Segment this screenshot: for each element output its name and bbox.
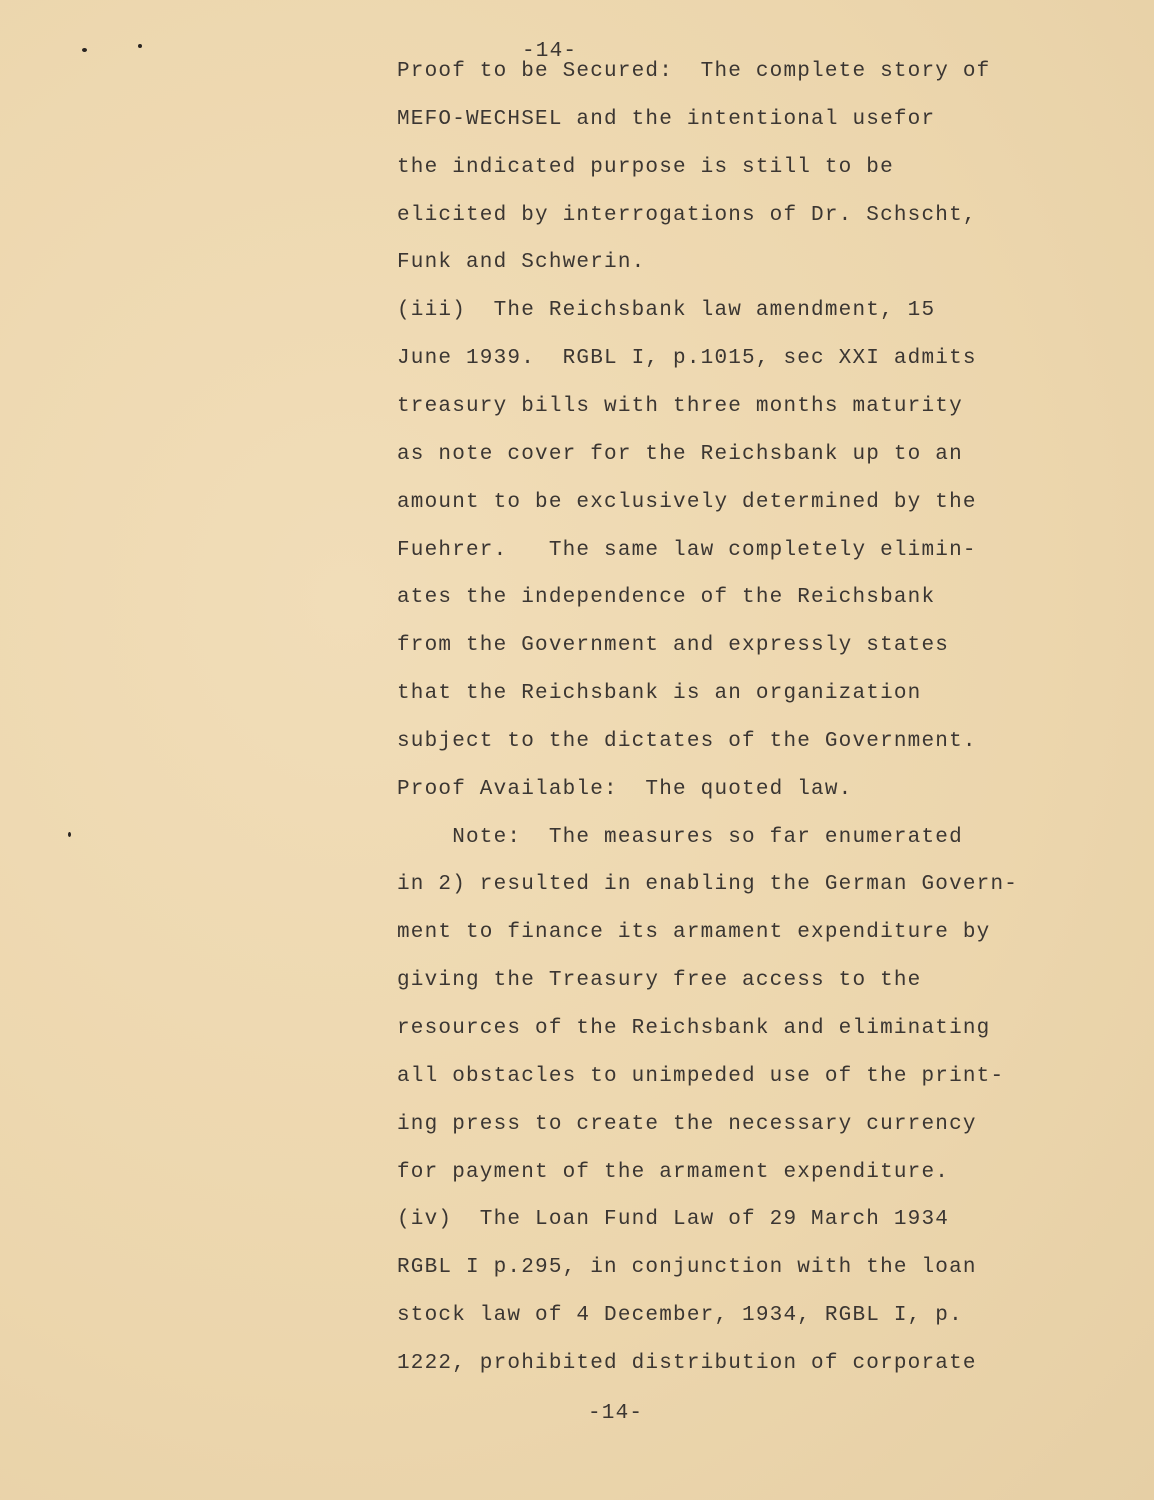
page-number-bottom: -14-	[588, 1402, 644, 1425]
text-line: MEFO-WECHSEL and the intentional usefor	[397, 107, 936, 131]
text-line: (iv) The Loan Fund Law of 29 March 1934	[397, 1208, 950, 1232]
text-line: ment to finance its armament expenditure by	[397, 921, 991, 945]
text-line: stock law of 4 December, 1934, RGBL I, p.	[397, 1304, 963, 1328]
margin-mark	[68, 832, 71, 837]
text-line: RGBL I p.295, in conjunction with the loan	[397, 1256, 977, 1280]
text-line: ing press to create the necessary currency	[397, 1112, 977, 1136]
text-line: for payment of the armament expenditure.	[397, 1160, 950, 1184]
text-line: Proof to be Secured: The complete story of	[397, 60, 991, 83]
text-line: giving the Treasury free access to the	[397, 969, 922, 993]
text-line: Note: The measures so far enumerated	[397, 825, 963, 849]
text-line: 1222, prohibited distribution of corporate	[397, 1351, 977, 1375]
text-line: as note cover for the Reichsbank up to an	[397, 442, 963, 466]
text-line: subject to the dictates of the Government.	[397, 729, 977, 753]
text-line: June 1939. RGBL I, p.1015, sec XXI admits	[397, 347, 977, 371]
margin-mark	[138, 44, 142, 48]
text-line: all obstacles to unimpeded use of the print-	[397, 1064, 1005, 1088]
text-line: (iii) The Reichsbank law amendment, 15	[397, 299, 936, 323]
text-line: elicited by interrogations of Dr. Schscht,	[397, 203, 977, 227]
text-line: treasury bills with three months maturity	[397, 394, 963, 418]
text-line: Funk and Schwerin.	[397, 251, 646, 275]
margin-mark	[82, 48, 87, 52]
text-line: that the Reichsbank is an organization	[397, 682, 922, 706]
text-line: amount to be exclusively determined by the	[397, 490, 977, 514]
text-line: Proof Available: The quoted law.	[397, 777, 853, 801]
text-line: in 2) resulted in enabling the German Govern-	[397, 873, 1019, 897]
text-line: resources of the Reichsbank and eliminating	[397, 1017, 991, 1040]
text-line: Fuehrer. The same law completely elimin-	[397, 538, 977, 562]
page-number-top: -14-	[522, 40, 578, 63]
text-line: the indicated purpose is still to be	[397, 155, 894, 179]
text-line: ates the independence of the Reichsbank	[397, 586, 936, 610]
text-line: from the Government and expressly states	[397, 634, 950, 658]
